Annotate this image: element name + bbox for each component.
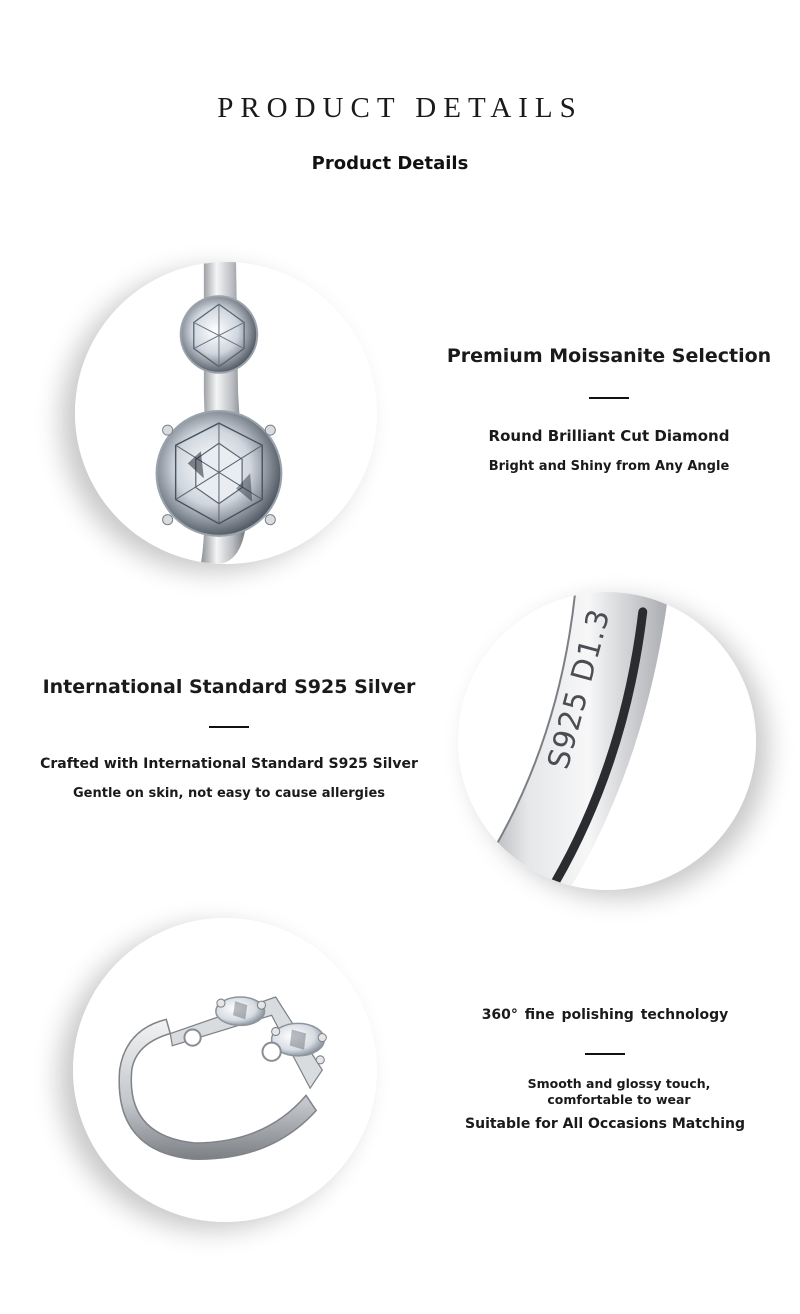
polishing-feature-2: Suitable for All Occasions Matching (465, 1116, 745, 1132)
silver-section (28, 676, 430, 801)
polishing-feature-1: Smooth and glossy touch, comfortable to wear (527, 1076, 711, 1107)
silver-band-image (458, 592, 756, 890)
page-subtitle: Product Details (311, 153, 469, 174)
silver-band-illustration (458, 592, 756, 890)
moissanite-divider (589, 397, 629, 399)
moissanite-title: Premium Moissanite Selection (446, 345, 772, 367)
silver-feature-2: Gentle on skin, not easy to cause allergies (73, 786, 385, 801)
hoop-earring-illustration (73, 918, 377, 1222)
engraving-text: S925 D1.3 (541, 604, 618, 773)
silver-title: International Standard S925 Silver (42, 676, 416, 698)
moissanite-closeup-image (75, 262, 377, 564)
polishing-section (450, 1007, 760, 1132)
polishing-title: 360° fine polishing technology (481, 1007, 729, 1023)
page-title: PRODUCT DETAILS (217, 92, 583, 124)
silver-divider (209, 726, 249, 728)
moissanite-illustration (75, 262, 377, 564)
silver-feature-1: Crafted with International Standard S925 Silver (40, 756, 418, 772)
hoop-earring-image (73, 918, 377, 1222)
moissanite-section (418, 345, 800, 474)
moissanite-feature-2: Bright and Shiny from Any Angle (488, 459, 730, 474)
moissanite-feature-1: Round Brilliant Cut Diamond (488, 427, 730, 445)
polishing-divider (585, 1053, 625, 1055)
